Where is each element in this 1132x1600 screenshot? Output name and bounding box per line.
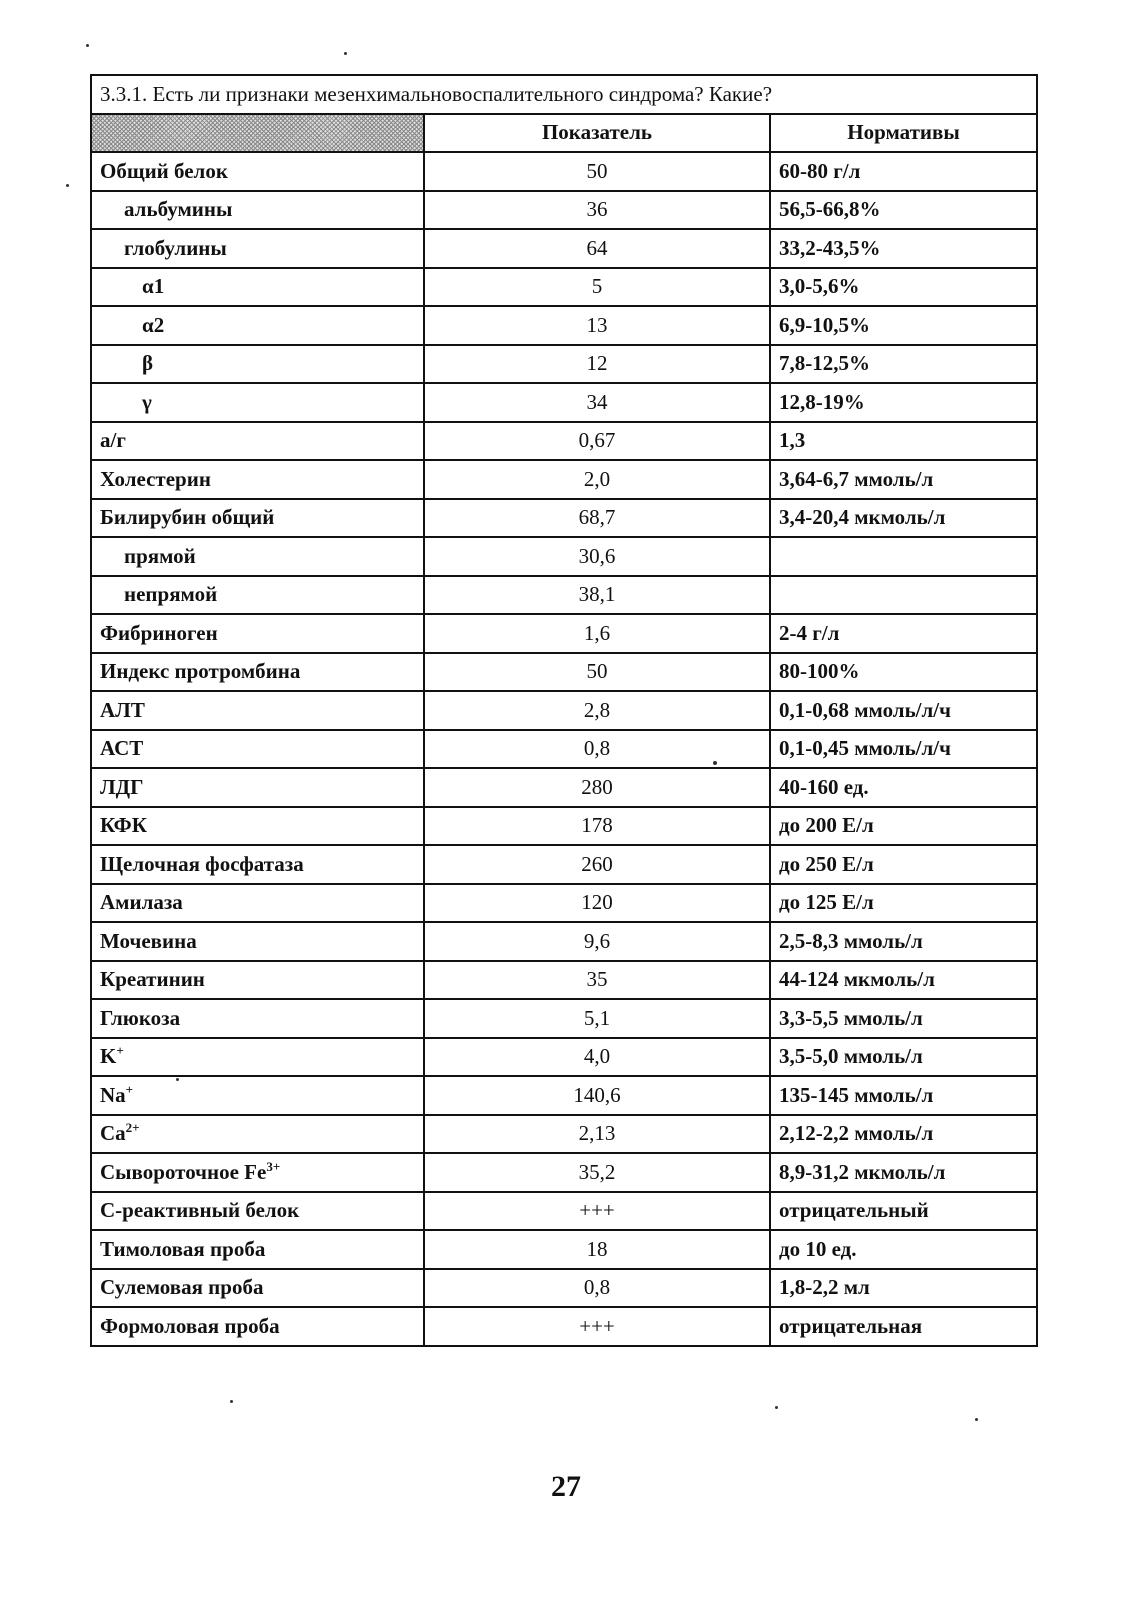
indicator-value: 2,8 — [424, 691, 770, 730]
indicator-name-text: Общий белок — [100, 158, 228, 183]
table-row — [91, 191, 1037, 230]
norm-value: 2,5-8,3 ммоль/л — [770, 922, 1037, 961]
table-row — [91, 1076, 1037, 1115]
norm-value: 135-145 ммоль/л — [770, 1076, 1037, 1115]
indicator-name — [91, 306, 424, 345]
indicator-name-text: КФК — [100, 813, 147, 838]
indicator-value: 178 — [424, 807, 770, 846]
norm-value: 12,8-19% — [770, 383, 1037, 422]
indicator-name-text: Щелочная фосфатаза — [100, 851, 304, 876]
norm-value — [770, 576, 1037, 615]
table-row — [91, 730, 1037, 769]
indicator-name-text: Мочевина — [100, 928, 197, 953]
norm-value: 1,8-2,2 мл — [770, 1269, 1037, 1308]
norm-value: 40-160 ед. — [770, 768, 1037, 807]
indicator-value: 35,2 — [424, 1153, 770, 1192]
table-row — [91, 653, 1037, 692]
lab-results-table — [90, 74, 1038, 1347]
question-title: 3.3.1. Есть ли признаки мезенхимальновоспалительного синдрома? Какие? — [91, 75, 1037, 114]
indicator-value: 0,8 — [424, 1269, 770, 1308]
indicator-name — [91, 691, 424, 730]
norm-value: отрицательная — [770, 1307, 1037, 1346]
indicator-name-text: Холестерин — [100, 466, 211, 491]
indicator-value: 2,0 — [424, 460, 770, 499]
indicator-name-text: Ca — [100, 1121, 126, 1146]
page-number: 27 — [551, 1470, 581, 1503]
indicator-name — [91, 1038, 424, 1077]
indicator-name — [91, 1115, 424, 1154]
norm-value — [770, 537, 1037, 576]
table-row — [91, 999, 1037, 1038]
indicator-name — [91, 345, 424, 384]
norm-value: 0,1-0,45 ммоль/л/ч — [770, 730, 1037, 769]
norm-value: 7,8-12,5% — [770, 345, 1037, 384]
indicator-name-text: альбумины — [124, 197, 233, 222]
header-row — [91, 114, 1037, 153]
table-row — [91, 152, 1037, 191]
table-row — [91, 1153, 1037, 1192]
indicator-name — [91, 807, 424, 846]
table-body — [91, 152, 1037, 1346]
indicator-value: 12 — [424, 345, 770, 384]
indicator-name — [91, 1076, 424, 1115]
scan-speck — [975, 1418, 978, 1421]
norm-value: 44-124 мкмоль/л — [770, 961, 1037, 1000]
indicator-name-text: ЛДГ — [100, 774, 144, 799]
norm-value: 3,5-5,0 ммоль/л — [770, 1038, 1037, 1077]
indicator-value: 4,0 — [424, 1038, 770, 1077]
indicator-value: 13 — [424, 306, 770, 345]
header-norm: Нормативы — [770, 114, 1037, 153]
indicator-name-text: α2 — [142, 312, 165, 337]
table-row — [91, 268, 1037, 307]
table-row — [91, 1192, 1037, 1231]
indicator-value: 68,7 — [424, 499, 770, 538]
header-indicator: Показатель — [424, 114, 770, 153]
indicator-name — [91, 499, 424, 538]
indicator-value: 5,1 — [424, 999, 770, 1038]
norm-value: до 250 Е/л — [770, 845, 1037, 884]
ion-charge: 3+ — [266, 1158, 281, 1174]
norm-value: до 125 Е/л — [770, 884, 1037, 923]
indicator-name — [91, 537, 424, 576]
table-row — [91, 884, 1037, 923]
indicator-value: 50 — [424, 152, 770, 191]
indicator-name-text: γ — [142, 389, 152, 414]
indicator-value: 36 — [424, 191, 770, 230]
scan-speck — [775, 1406, 778, 1409]
indicator-value: 0,67 — [424, 422, 770, 461]
indicator-name — [91, 1153, 424, 1192]
indicator-value: 18 — [424, 1230, 770, 1269]
indicator-name-text: глобулины — [124, 235, 227, 260]
norm-value: 2,12-2,2 ммоль/л — [770, 1115, 1037, 1154]
indicator-name — [91, 152, 424, 191]
table-row — [91, 614, 1037, 653]
table-row — [91, 229, 1037, 268]
indicator-name-text: Тимоловая проба — [100, 1236, 266, 1261]
table-row — [91, 807, 1037, 846]
norm-value: 3,3-5,5 ммоль/л — [770, 999, 1037, 1038]
table-row — [91, 422, 1037, 461]
scan-speck — [230, 1400, 233, 1403]
indicator-name-text: β — [142, 351, 154, 376]
indicator-name-text: Индекс протромбина — [100, 659, 301, 684]
indicator-value: 140,6 — [424, 1076, 770, 1115]
table-row — [91, 845, 1037, 884]
norm-value: 60-80 г/л — [770, 152, 1037, 191]
norm-value: 80-100% — [770, 653, 1037, 692]
indicator-name-text: Креатинин — [100, 967, 205, 992]
table-row — [91, 460, 1037, 499]
indicator-value: 35 — [424, 961, 770, 1000]
indicator-value: 38,1 — [424, 576, 770, 615]
table-row — [91, 345, 1037, 384]
indicator-name-text: Формоловая проба — [100, 1313, 280, 1338]
indicator-name-text: АСТ — [100, 736, 144, 761]
indicator-name — [91, 229, 424, 268]
table-row — [91, 1230, 1037, 1269]
norm-value: 33,2-43,5% — [770, 229, 1037, 268]
indicator-name-text: прямой — [124, 543, 196, 568]
norm-value: 0,1-0,68 ммоль/л/ч — [770, 691, 1037, 730]
table-row — [91, 768, 1037, 807]
table-row — [91, 1038, 1037, 1077]
norm-value: 3,0-5,6% — [770, 268, 1037, 307]
indicator-name — [91, 422, 424, 461]
ion-charge: + — [116, 1043, 124, 1059]
indicator-name-text: Сулемовая проба — [100, 1275, 264, 1300]
norm-value: 56,5-66,8% — [770, 191, 1037, 230]
indicator-value: 34 — [424, 383, 770, 422]
indicator-name — [91, 768, 424, 807]
norm-value: до 10 ед. — [770, 1230, 1037, 1269]
indicator-value: 260 — [424, 845, 770, 884]
indicator-name-text: а/г — [100, 428, 126, 453]
table-row — [91, 1269, 1037, 1308]
indicator-value: 120 — [424, 884, 770, 923]
indicator-name-text: АЛТ — [100, 697, 145, 722]
indicator-value: 1,6 — [424, 614, 770, 653]
norm-value: до 200 Е/л — [770, 807, 1037, 846]
indicator-name — [91, 1230, 424, 1269]
indicator-name — [91, 922, 424, 961]
indicator-name — [91, 383, 424, 422]
indicator-name — [91, 653, 424, 692]
indicator-name-text: Амилаза — [100, 890, 183, 915]
table-row — [91, 576, 1037, 615]
indicator-name — [91, 730, 424, 769]
table-row — [91, 537, 1037, 576]
table-row — [91, 383, 1037, 422]
scan-speck — [176, 1078, 179, 1081]
indicator-value: 2,13 — [424, 1115, 770, 1154]
norm-value: 2-4 г/л — [770, 614, 1037, 653]
indicator-name-text: α1 — [142, 274, 165, 299]
hatched-empty-cell — [91, 114, 424, 153]
indicator-value: +++ — [424, 1307, 770, 1346]
indicator-name — [91, 460, 424, 499]
indicator-value: 0,8 — [424, 730, 770, 769]
indicator-name — [91, 191, 424, 230]
indicator-name-text: Билирубин общий — [100, 505, 275, 530]
indicator-name — [91, 999, 424, 1038]
scan-speck — [66, 184, 69, 187]
indicator-value: 5 — [424, 268, 770, 307]
table-row — [91, 499, 1037, 538]
indicator-name-text: Сывороточное Fe — [100, 1159, 267, 1184]
table-row — [91, 922, 1037, 961]
indicator-value: 9,6 — [424, 922, 770, 961]
table-row — [91, 691, 1037, 730]
indicator-name — [91, 614, 424, 653]
indicator-name-text: С-реактивный белок — [100, 1198, 300, 1223]
scan-speck — [344, 52, 347, 55]
indicator-name-text: Na — [100, 1082, 126, 1107]
indicator-name — [91, 1192, 424, 1231]
indicator-name — [91, 576, 424, 615]
indicator-name-text: K — [100, 1044, 117, 1069]
norm-value: 3,4-20,4 мкмоль/л — [770, 499, 1037, 538]
ion-charge: + — [125, 1081, 134, 1097]
indicator-name-text: Фибриноген — [100, 620, 218, 645]
question-row — [91, 75, 1037, 114]
indicator-name-text: непрямой — [124, 582, 218, 607]
table-row — [91, 306, 1037, 345]
indicator-name — [91, 1307, 424, 1346]
table-row — [91, 1115, 1037, 1154]
indicator-value: 280 — [424, 768, 770, 807]
norm-value: 6,9-10,5% — [770, 306, 1037, 345]
indicator-name — [91, 884, 424, 923]
indicator-name — [91, 1269, 424, 1308]
norm-value: отрицательный — [770, 1192, 1037, 1231]
norm-value: 8,9-31,2 мкмоль/л — [770, 1153, 1037, 1192]
table-row — [91, 1307, 1037, 1346]
indicator-value: 50 — [424, 653, 770, 692]
indicator-name-text: Глюкоза — [100, 1005, 181, 1030]
scan-speck — [86, 44, 89, 47]
table-row — [91, 961, 1037, 1000]
indicator-name — [91, 268, 424, 307]
scan-speck — [713, 761, 717, 765]
indicator-value: 64 — [424, 229, 770, 268]
ion-charge: 2+ — [125, 1120, 140, 1136]
indicator-name — [91, 845, 424, 884]
indicator-value: 30,6 — [424, 537, 770, 576]
indicator-name — [91, 961, 424, 1000]
indicator-value: +++ — [424, 1192, 770, 1231]
norm-value: 1,3 — [770, 422, 1037, 461]
norm-value: 3,64-6,7 ммоль/л — [770, 460, 1037, 499]
